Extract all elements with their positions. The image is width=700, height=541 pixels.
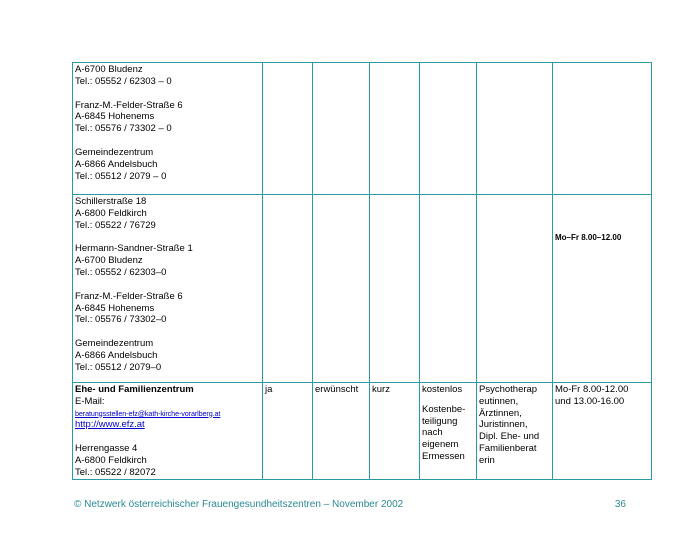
- empty-cell: [477, 195, 553, 383]
- hours-line: und 13.00-16.00: [555, 395, 625, 407]
- address-line: Tel.: 05552 / 62303 – 0: [75, 75, 172, 87]
- cost-line: teiligung: [422, 415, 458, 427]
- address-line: Schillerstraße 18: [75, 196, 147, 207]
- empty-cell: [370, 195, 420, 383]
- address-line: Tel.: 05512 / 2079 – 0: [75, 170, 167, 182]
- address-line: A-6700 Bludenz: [75, 255, 143, 267]
- hours-cell: [553, 195, 652, 383]
- address-line: Tel.: 05576 / 73302–0: [75, 314, 167, 326]
- address-line: Gemeindezentrum: [75, 146, 154, 158]
- services-table: [72, 62, 652, 480]
- address-line: A-6866 Andelsbuch: [75, 349, 158, 361]
- cost-line: Kostenbe-: [422, 403, 466, 415]
- hours-cell: [553, 383, 652, 480]
- cell-value: ja: [263, 383, 313, 480]
- email-label: E-Mail:: [75, 395, 105, 407]
- empty-cell: [420, 63, 477, 195]
- address-line: Tel.: 05552 / 62303–0: [75, 266, 167, 278]
- cell-value: kurz: [370, 383, 420, 480]
- staff-line: Ärztinnen,: [479, 407, 522, 419]
- staff-line: Dipl. Ehe- und: [479, 431, 540, 443]
- cost-cell: [420, 383, 477, 480]
- address-cell: [73, 383, 263, 480]
- staff-line: erin: [479, 454, 495, 466]
- staff-line: Familienberat: [479, 442, 537, 454]
- footer-copyright: © Netzwerk österreichischer Frauengesundheitszentren – November 2002: [74, 499, 404, 510]
- address-cell: [73, 195, 263, 383]
- table-row: [73, 195, 652, 383]
- cost-line: kostenlos: [422, 384, 463, 395]
- address-line: Franz-M.-Felder-Straße 6: [75, 290, 183, 302]
- address-line: Gemeindezentrum: [75, 338, 154, 350]
- empty-cell: [370, 63, 420, 195]
- empty-cell: [553, 63, 652, 195]
- empty-cell: [263, 195, 313, 383]
- page-footer: [74, 499, 626, 510]
- address-line: Franz-M.-Felder-Straße 6: [75, 99, 183, 111]
- address-line: Hermann-Sandner-Straße 1: [75, 243, 193, 255]
- cost-line: Ermessen: [422, 450, 465, 462]
- staff-cell: [477, 383, 553, 480]
- empty-cell: [263, 63, 313, 195]
- email-link[interactable]: beratungsstellen-efz@kath-kirche-vorarlberg.at: [75, 408, 221, 418]
- address-line: A-6845 Hohenems: [75, 302, 155, 314]
- cost-line: nach: [422, 427, 443, 439]
- empty-cell: [420, 195, 477, 383]
- opening-hours: Mo–Fr 8.00–12.00: [555, 233, 622, 242]
- address-line: A-6700 Bludenz: [75, 64, 143, 75]
- address-line: Tel.: 05522 / 82072: [75, 466, 156, 478]
- table-row: [73, 63, 652, 195]
- hours-line: Mo-Fr 8.00-12.00: [555, 384, 629, 395]
- staff-line: Psychotherap: [479, 384, 538, 395]
- empty-cell: [477, 63, 553, 195]
- cost-line: eigenem: [422, 439, 459, 451]
- address-line: A-6866 Andelsbuch: [75, 158, 158, 170]
- empty-cell: [313, 63, 370, 195]
- address-line: A-6800 Feldkirch: [75, 454, 147, 466]
- cell-value: erwünscht: [313, 383, 370, 480]
- address-line: Tel.: 05576 / 73302 – 0: [75, 123, 172, 135]
- page-number: 36: [614, 499, 626, 510]
- address-cell: [73, 63, 263, 195]
- staff-line: eutinnen,: [479, 395, 519, 407]
- address-line: A-6845 Hohenems: [75, 111, 155, 123]
- empty-cell: [313, 195, 370, 383]
- website-link[interactable]: http://www.efz.at: [75, 419, 145, 431]
- address-line: Tel.: 05512 / 2079–0: [75, 361, 162, 373]
- address-line: A-6800 Feldkirch: [75, 207, 147, 219]
- address-line: Herrengasse 4: [75, 443, 138, 455]
- table-row: [73, 383, 652, 480]
- organization-name: Ehe- und Familienzentrum: [75, 384, 194, 395]
- address-line: Tel.: 05522 / 76729: [75, 219, 156, 231]
- staff-line: Juristinnen,: [479, 419, 528, 431]
